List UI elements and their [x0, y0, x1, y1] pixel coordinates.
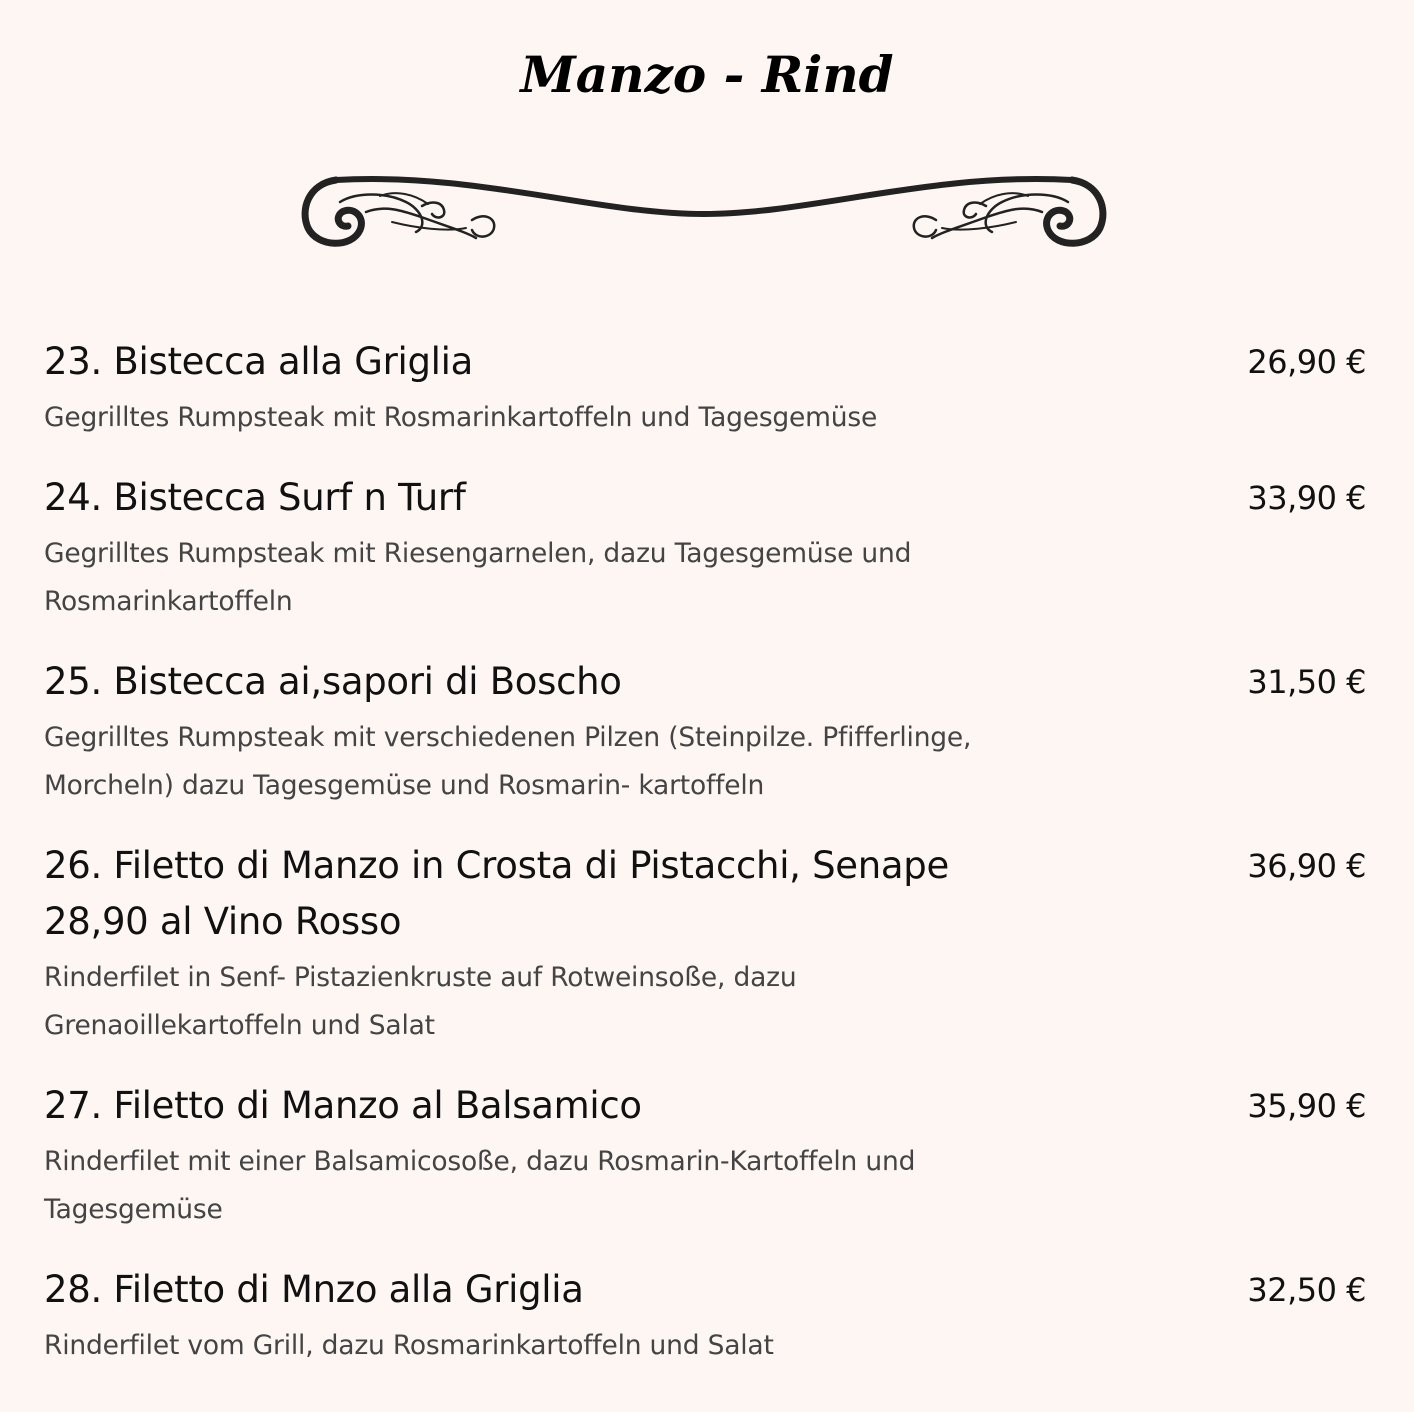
menu-item-name: 26. Filetto di Manzo in Crosta di Pistacchi, Senape 28,90 al Vino Rosso — [44, 844, 949, 943]
menu-item — [44, 334, 1366, 442]
menu-item-description: Rinderfilet in Senf- Pistazienkruste auf Rotweinsoße, dazu Grenaoillekartoffeln und Salat — [44, 962, 797, 1041]
menu-item-description: Rinderfilet mit einer Balsamicosoße, dazu Rosmarin-Kartoffeln und Tagesgemüse — [44, 1146, 916, 1225]
menu-item-price: 33,90 € — [1247, 479, 1366, 517]
menu-item — [44, 470, 1366, 626]
menu-item-description: Gegrilltes Rumpsteak mit Riesengarnelen, dazu Tagesgemüse und Rosmarinkartoffeln — [44, 538, 912, 617]
menu-item-price: 36,90 € — [1247, 847, 1366, 885]
menu-list — [44, 334, 1366, 1398]
menu-item-name: 23. Bistecca alla Griglia — [44, 340, 473, 383]
menu-item-price: 26,90 € — [1247, 343, 1366, 381]
menu-item — [44, 1078, 1366, 1234]
menu-item — [44, 1262, 1366, 1370]
menu-item-name: 27. Filetto di Manzo al Balsamico — [44, 1084, 642, 1127]
menu-item-description: Rinderfilet vom Grill, dazu Rosmarinkartoffeln und Salat — [44, 1330, 774, 1361]
menu-item-price: 32,50 € — [1247, 1271, 1366, 1309]
menu-item-name: 25. Bistecca ai,sapori di Boscho — [44, 660, 622, 703]
menu-item-price: 35,90 € — [1247, 1087, 1366, 1125]
menu-item-price: 31,50 € — [1247, 663, 1366, 701]
scroll-flourish-divider-icon — [296, 162, 1112, 258]
menu-item-description: Gegrilltes Rumpsteak mit verschiedenen Pilzen (Steinpilze. Pfifferlinge, Morcheln) dazu Tagesgemüse und Rosmarin- kartoffeln — [44, 722, 972, 801]
section-title: Manzo - Rind — [520, 44, 894, 104]
menu-item-name: 24. Bistecca Surf n Turf — [44, 476, 466, 519]
menu-item-name: 28. Filetto di Mnzo alla Griglia — [44, 1268, 584, 1311]
menu-item — [44, 654, 1366, 810]
menu-item — [44, 838, 1366, 1050]
menu-item-description: Gegrilltes Rumpsteak mit Rosmarinkartoffeln und Tagesgemüse — [44, 402, 878, 433]
